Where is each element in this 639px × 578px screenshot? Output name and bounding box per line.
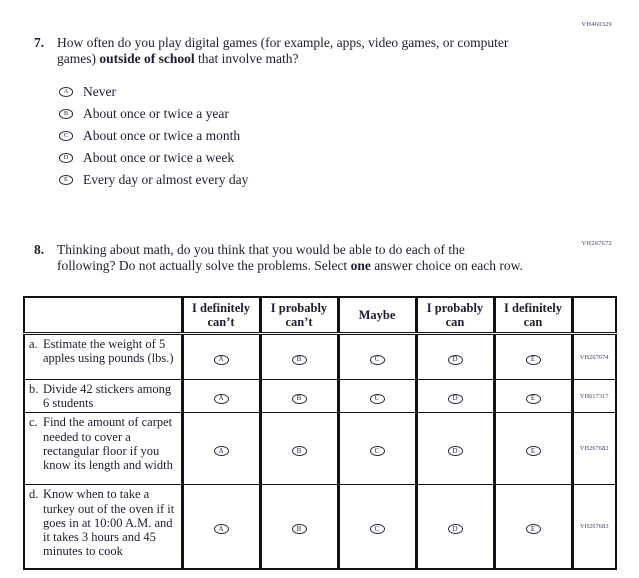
row-a-bubble-b[interactable]: B: [292, 355, 307, 365]
question8-text: [57, 242, 523, 274]
row-d-cell-b: [260, 485, 338, 569]
question7-number: 7.: [34, 35, 45, 50]
table-row-b: [24, 380, 616, 413]
row-d-bubble-d[interactable]: D: [448, 524, 463, 534]
row-b-bubble-b[interactable]: B: [292, 394, 307, 404]
row-c-bubble-a[interactable]: A: [214, 446, 229, 456]
question7-text: [57, 35, 508, 67]
row-b-bubble-d[interactable]: D: [448, 394, 463, 404]
row-b-bubble-c[interactable]: C: [370, 394, 385, 404]
row-a-cell-e: [494, 334, 572, 380]
header-blank-cell: [24, 297, 182, 334]
option-label: About once or twice a week: [83, 150, 235, 165]
q8-answer-table: [23, 296, 617, 570]
header-definitely-can: I definitely can: [494, 297, 572, 334]
row-c-cell-d: [416, 413, 494, 485]
option-every-day[interactable]: [59, 169, 248, 191]
table-header-row: [24, 297, 616, 334]
row-b-cell-a: [182, 380, 260, 413]
row-c-cell-a: [182, 413, 260, 485]
row-a-cell-d: [416, 334, 494, 380]
row-d-bubble-c[interactable]: C: [370, 524, 385, 534]
row-c-bubble-b[interactable]: B: [292, 446, 307, 456]
header-probably-can: I probably can: [416, 297, 494, 334]
row-a-code: VH267674: [572, 334, 616, 380]
row-d-code: VH267683: [572, 485, 616, 569]
option-once-twice-week[interactable]: [59, 147, 248, 169]
row-a-cell-b: [260, 334, 338, 380]
row-a-label: a. Estimate the weight of 5 apples using pounds (lbs.): [24, 334, 182, 380]
question7: [34, 35, 508, 67]
row-b-cell-e: [494, 380, 572, 413]
row-c-cell-b: [260, 413, 338, 485]
option-label: About once or twice a year: [83, 106, 229, 121]
row-d-bubble-b[interactable]: B: [292, 524, 307, 534]
row-d-cell-d: [416, 485, 494, 569]
row-d-label: d. Know when to take a turkey out of the oven if it goes in at 10:00 A.M. and it takes 3 hours and 45 minutes to cook: [24, 485, 182, 569]
option-label: Never: [83, 84, 116, 99]
question7-options: [59, 81, 248, 191]
table-row-d: [24, 485, 616, 569]
option-label: Every day or almost every day: [83, 172, 249, 187]
row-d-bubble-e[interactable]: E: [526, 524, 541, 534]
option-once-twice-month[interactable]: [59, 125, 248, 147]
row-a-cell-c: [338, 334, 416, 380]
question8-accession-code: VH267672: [581, 240, 612, 247]
question8: [34, 242, 523, 274]
row-c-bubble-c[interactable]: C: [370, 446, 385, 456]
q7-option-a-bubble[interactable]: A: [59, 87, 73, 97]
row-c-label: c. Find the amount of carpet needed to cover a rectangular floor if you know its length and width: [24, 413, 182, 485]
row-a-bubble-a[interactable]: A: [214, 355, 229, 365]
option-once-twice-year[interactable]: [59, 103, 248, 125]
row-b-cell-c: [338, 380, 416, 413]
question7-line1: How often do you play digital games (for example, apps, video games, or computer: [57, 35, 509, 50]
row-b-cell-d: [416, 380, 494, 413]
question7-line2: games) outside of school that involve math?: [57, 51, 299, 66]
option-label: About once or twice a month: [83, 128, 241, 143]
q7-option-e-bubble[interactable]: E: [59, 175, 73, 185]
row-d-cell-a: [182, 485, 260, 569]
row-a-bubble-e[interactable]: E: [526, 355, 541, 365]
table-row-c: [24, 413, 616, 485]
row-b-code: VH617317: [572, 380, 616, 413]
row-a-bubble-d[interactable]: D: [448, 355, 463, 365]
question7-accession-code: VH460329: [581, 21, 612, 28]
header-probably-cant: I probably can’t: [260, 297, 338, 334]
option-never[interactable]: [59, 81, 248, 103]
row-b-bubble-e[interactable]: E: [526, 394, 541, 404]
question8-line2: following? Do not actually solve the problems. Select one answer choice on each row.: [57, 258, 523, 273]
q7-option-d-bubble[interactable]: D: [59, 153, 73, 163]
question8-number: 8.: [34, 242, 45, 257]
header-code-cell: [572, 297, 616, 334]
row-d-cell-c: [338, 485, 416, 569]
row-c-cell-c: [338, 413, 416, 485]
row-c-cell-e: [494, 413, 572, 485]
row-c-code: VH267682: [572, 413, 616, 485]
q7-option-c-bubble[interactable]: C: [59, 131, 73, 141]
row-c-bubble-e[interactable]: E: [526, 446, 541, 456]
row-a-cell-a: [182, 334, 260, 380]
row-d-bubble-a[interactable]: A: [214, 524, 229, 534]
table-row-a: [24, 334, 616, 380]
q7-option-b-bubble[interactable]: B: [59, 109, 73, 119]
header-definitely-cant: I definitely can’t: [182, 297, 260, 334]
row-b-label: b. Divide 42 stickers among 6 students: [24, 380, 182, 413]
question8-line1: Thinking about math, do you think that you would be able to do each of the: [57, 242, 465, 257]
row-b-cell-b: [260, 380, 338, 413]
header-maybe: Maybe: [338, 297, 416, 334]
row-a-bubble-c[interactable]: C: [370, 355, 385, 365]
row-c-bubble-d[interactable]: D: [448, 446, 463, 456]
row-b-bubble-a[interactable]: A: [214, 394, 229, 404]
row-d-cell-e: [494, 485, 572, 569]
